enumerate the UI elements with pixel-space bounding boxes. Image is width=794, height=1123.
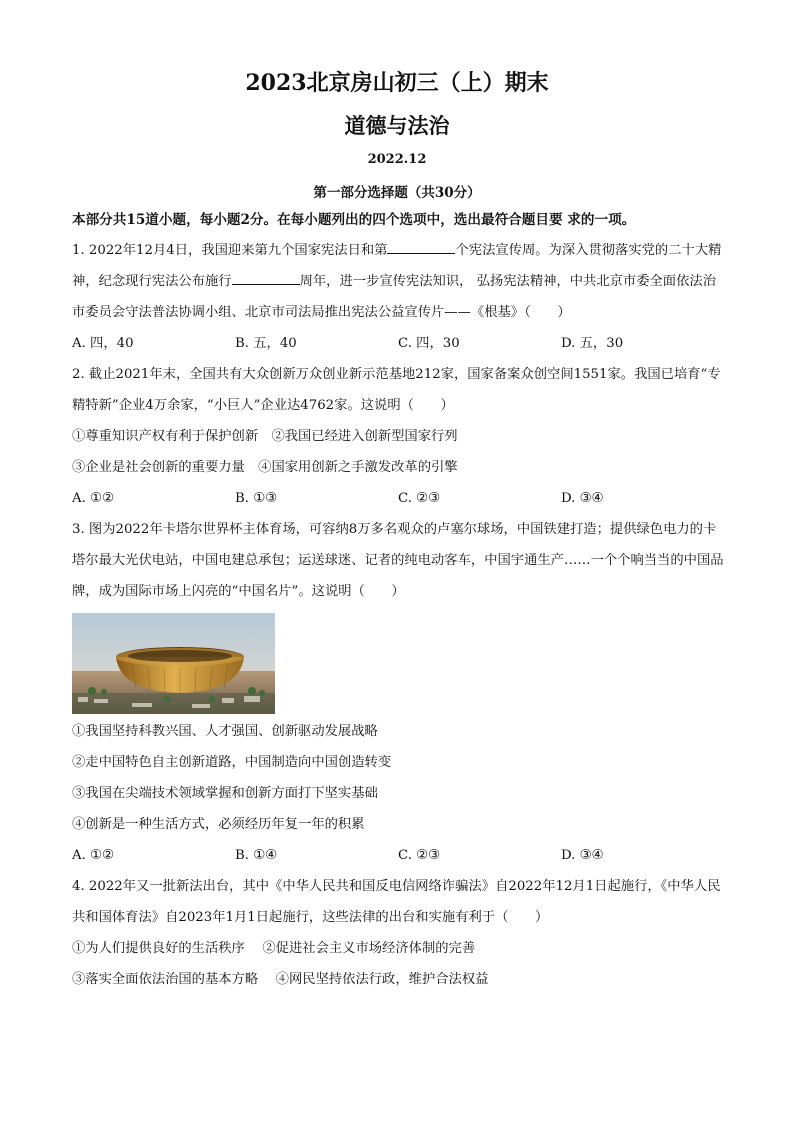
exam-date: 2022.12	[367, 152, 427, 167]
answer-blank	[232, 270, 300, 285]
options-row	[72, 483, 724, 514]
option-d: D. ③④	[561, 848, 604, 863]
question-1	[72, 235, 724, 359]
statement-line: ④创新是一种生活方式，必须经历年复一年的积累	[72, 817, 365, 832]
question-content	[72, 206, 724, 995]
statement-line: ①尊重知识产权有利于保护创新 ②我国已经进入创新型国家行列	[72, 429, 458, 444]
instruction-text: 本部分共15道小题，每小题2分。在每小题列出的四个选项中，选出最符合题目要 求的一项。	[72, 212, 636, 228]
subject-title: 道德与法治	[344, 113, 450, 138]
stem-part: 1. 2022年12月4日，我国迎来第九个国家宪法日和第	[72, 243, 388, 258]
stem-part: 个宪法宣传周。为深入贯彻落实党的二十大精神，纪念现行宪法公布施行	[72, 243, 722, 289]
option-a: A. 四，40	[72, 336, 134, 351]
options-row	[72, 840, 724, 871]
statement-line: ③落实全面依法治国的基本方略 ④网民坚持依法行政，维护合法权益	[72, 972, 489, 987]
question-stem: 4. 2022年又一批新法出台，其中《中华人民共和国反电信网络诈骗法》自2022年12月1日起施行，《中华人民共和国体育法》自2023年1月1日起施行，这些法律的出台和实施有利于（ ）	[72, 879, 721, 925]
statement-line: ①我国坚持科教兴国、人才强国、创新驱动发展战略	[72, 724, 378, 739]
statement-line: ①为人们提供良好的生活秩序 ②促进社会主义市场经济体制的完善	[72, 941, 476, 956]
option-d: D. ③④	[561, 491, 604, 506]
options-row	[72, 328, 724, 359]
option-c: C. 四，30	[398, 336, 460, 351]
option-b: B. ①④	[235, 848, 278, 863]
question-4	[72, 871, 724, 995]
question-stem: 3. 图为2022年卡塔尔世界杯主体育场，可容纳8万多名观众的卢塞尔球场，中国铁建打造；提供绿色电力的卡塔尔最大光伏电站，中国电建总承包；运送球迷、记者的纯电动客车，中国宇通生产……一个个响当当的中国品牌，成为国际市场上闪亮的“中国名片”。这说明（ ）	[72, 522, 724, 599]
option-a: A. ①②	[72, 848, 114, 863]
option-c: C. ②③	[398, 491, 440, 506]
stem-part: 周年，进一步宣传宪法知识， 弘扬宪法精神，中共北京市委全面依法治市委员会守法普法协调小组、北京市司法局推出宪法公益宣传片——《根基》（ ）	[72, 274, 716, 320]
statement-line: ③我国在尖端技术领域掌握和创新方面打下坚实基础	[72, 786, 378, 801]
stadium-photo	[72, 613, 275, 714]
question-stem: 2. 截止2021年末，全国共有大众创新万众创业新示范基地212家，国家备案众创空间1551家。我国已培育“专精特新”企业4万余家，“小巨人”企业达4762家。这说明（ ）	[72, 367, 721, 413]
option-d: D. 五，30	[561, 336, 624, 351]
section-heading: 第一部分选择题（共30分）	[313, 185, 481, 201]
option-a: A. ①②	[72, 491, 114, 506]
question-2	[72, 359, 724, 514]
question-stem	[72, 235, 724, 328]
statement-line: ③企业是社会创新的重要力量 ④国家用创新之手激发改革的引擎	[72, 460, 458, 475]
option-b: B. 五，40	[235, 336, 297, 351]
answer-blank	[387, 239, 455, 254]
option-b: B. ①③	[235, 491, 278, 506]
statement-line: ②走中国特色自主创新道路，中国制造向中国创造转变	[72, 755, 392, 770]
option-c: C. ②③	[398, 848, 440, 863]
exam-title: 2023北京房山初三（上）期末	[245, 70, 549, 96]
question-3	[72, 514, 724, 871]
